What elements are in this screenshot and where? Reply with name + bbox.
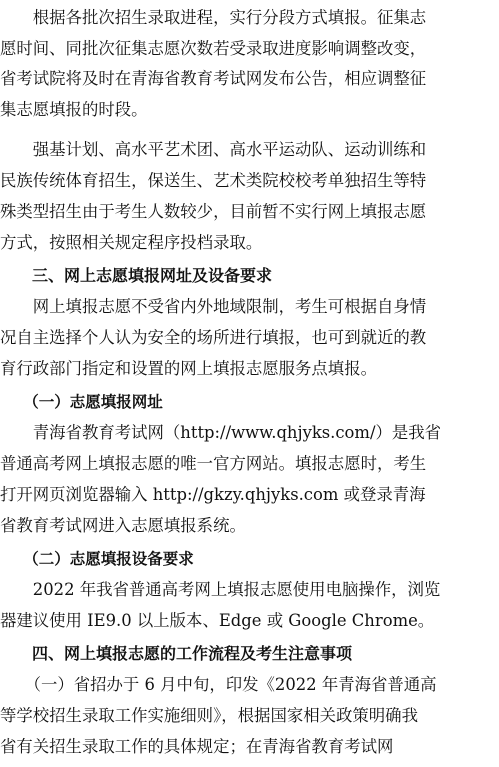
text-line: 方式，按照相关规定程序投档录取。 [0,233,263,252]
text-line: 愿时间、同批次征集志愿次数若受录取进度影响调整改变， [0,39,427,58]
text-line: 2022 年我省普通高考网上填报志愿使用电脑操作，浏览 [0,580,441,599]
text-line: 根据各批次招生录取进程，实行分段方式填报。征集志 [0,8,427,27]
text-line: 青海省教育考试网（http://www.qhjyks.com/）是我省 [0,423,442,442]
section-heading: 三、网上志愿填报网址及设备要求 [0,266,273,285]
subsection-heading: （二）志愿填报设备要求 [0,550,194,568]
text-line: 器建议使用 IE9.0 以上版本、Edge 或 Google Chrome。 [0,611,435,630]
text-line: 殊类型招生由于考生人数较少，目前暂不实行网上填报志愿 [0,202,427,221]
text-line: 网上填报志愿不受省内外地域限制，考生可根据自身情 [0,297,427,316]
text-line: 省教育考试网进入志愿填报系统。 [0,516,246,535]
text-line: （一）省招办于 6 月中旬，印发《2022 年青海省普通高 [0,675,437,694]
text-line: 强基计划、高水平艺术团、高水平运动队、运动训练和 [0,140,427,159]
text-line: 育行政部门指定和设置的网上填报志愿服务点填报。 [0,359,377,378]
text-line: 民族传统体育招生，保送生、艺术类院校校考单独招生等特 [0,171,427,190]
subsection-heading: （一）志愿填报网址 [0,393,163,411]
text-line: 省考试院将及时在青海省教育考试网发布公告，相应调整征 [0,69,427,88]
text-line: 况自主选择个人认为安全的场所进行填报，也可到就近的教 [0,328,427,347]
text-line: 集志愿填报的时段。 [0,100,148,119]
text-line: 等学校招生录取工作实施细则》，根据国家相关政策明确我 [0,706,418,725]
text-line: 普通高考网上填报志愿的唯一官方网站。填报志愿时，考生 [0,454,427,473]
text-line: 打开网页浏览器输入 http://gkzy.qhjyks.com 或登录青海 [0,485,426,504]
text-line: 省有关招生录取工作的具体规定；在青海省教育考试网 [0,737,394,756]
section-heading: 四、网上填报志愿的工作流程及考生注意事项 [0,644,353,663]
